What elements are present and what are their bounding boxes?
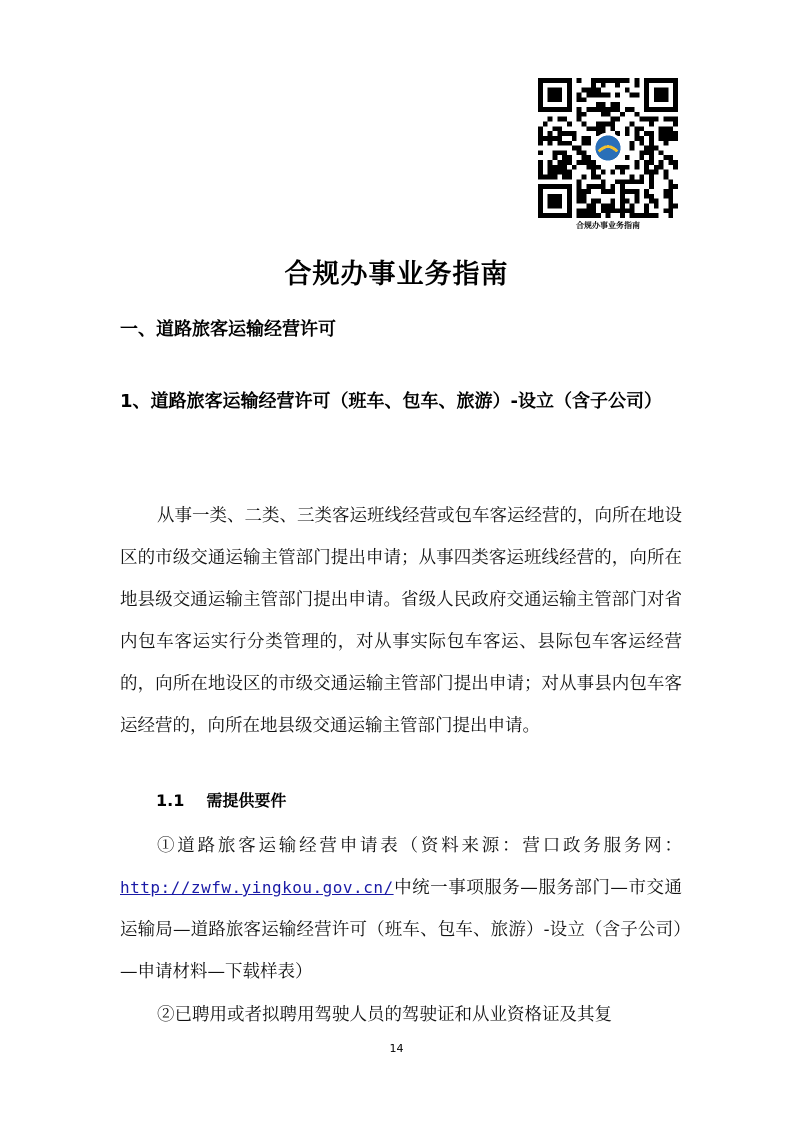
requirement-1-prefix: ①道路旅客运输经营申请表（资料来源：营口政务服务网：: [157, 836, 682, 856]
qr-code-block: [538, 78, 682, 231]
subsection-heading: [156, 788, 286, 811]
qr-code-icon: [538, 78, 678, 218]
subsection-title: 需提供要件: [206, 791, 287, 810]
requirement-2: ②已聘用或者拟聘用驾驶人员的驾驶证和从业资格证及其复: [157, 1005, 612, 1025]
service-portal-link[interactable]: http://zwfw.yingkou.gov.cn/: [120, 878, 394, 897]
requirement-1-suffix: 中统一事项服务—服务部门—市交通运输局—道路旅客运输经营许可（班车、包车、旅游）-设立（含子公司）—申请材料—下载样表）: [120, 878, 682, 982]
page-title: 合规办事业务指南: [284, 259, 509, 290]
subsection-number: 1.1: [156, 791, 185, 810]
qr-caption: 合规办事业务指南: [576, 221, 640, 230]
section-heading: 一、道路旅客运输经营许可: [120, 319, 336, 340]
page-number: 14: [389, 1042, 404, 1055]
requirement-1: [120, 825, 682, 993]
paragraph-1: 从事一类、二类、三类客运班线经营或包车客运经营的，向所在地设区的市级交通运输主管部门提出申请；从事四类客运班线经营的，向所在地县级交通运输主管部门提出申请。省级人民政府交通运输主管部门对省内包车客运实行分类管理的，对从事实际包车客运、县际包车客运经营的，向所在地设区的市级交通运输主管部门提出申请；对从事县内包车客运经营的，向所在地县级交通运输主管部门提出申请。: [120, 506, 682, 736]
item-heading: 1、道路旅客运输经营许可（班车、包车、旅游）-设立（含子公司）: [120, 391, 662, 412]
